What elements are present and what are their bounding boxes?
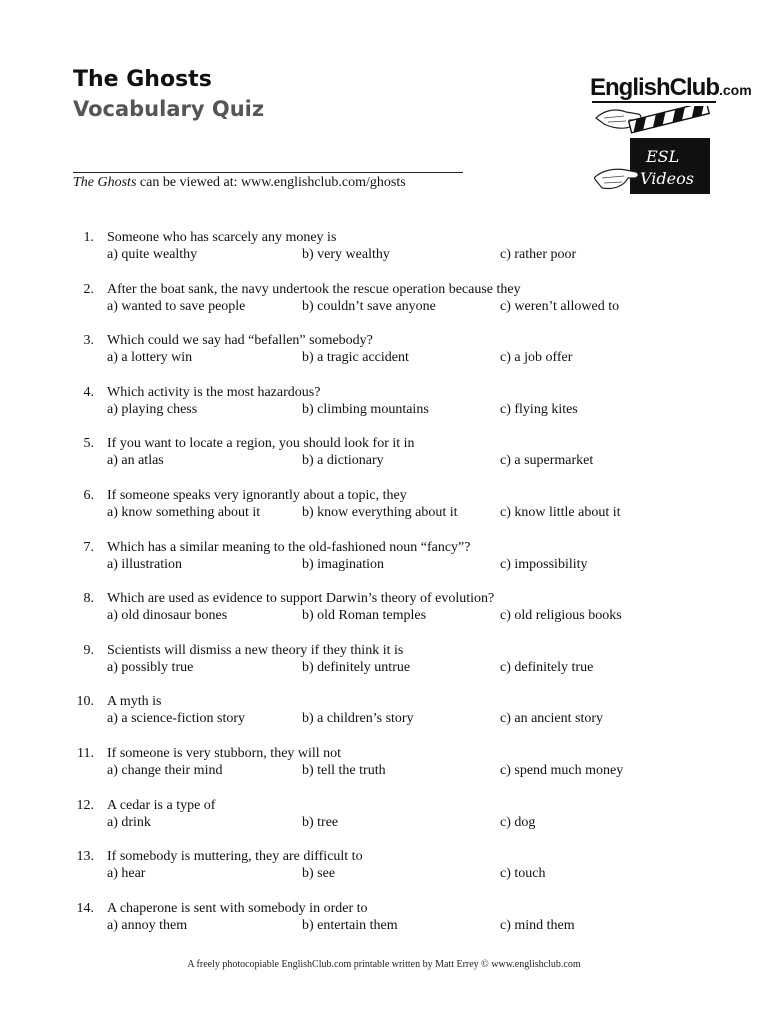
question-text: A cedar is a type of — [107, 797, 216, 813]
question-item — [0, 797, 768, 849]
option-a: a) change their mind — [107, 762, 223, 778]
question-item — [0, 229, 768, 281]
question-number: 6. — [83, 487, 94, 503]
question-item — [0, 539, 768, 591]
logo-domain: .com — [719, 82, 752, 98]
option-c: c) dog — [500, 814, 536, 830]
question-item — [0, 281, 768, 333]
option-c: c) impossibility — [500, 556, 588, 572]
logo-brand: EnglishClub — [590, 74, 719, 101]
option-b: b) a children’s story — [302, 711, 414, 727]
question-list — [0, 229, 768, 951]
option-b: b) very wealthy — [302, 247, 390, 262]
question-text: If someone speaks very ignorantly about a topic, they — [107, 487, 407, 503]
option-c: c) rather poor — [500, 247, 577, 262]
question-number: 4. — [83, 384, 94, 400]
option-a: a) drink — [107, 814, 151, 830]
header-rule — [73, 172, 463, 173]
question-text: A myth is — [107, 694, 162, 710]
option-a: a) wanted to save people — [107, 298, 246, 314]
option-c: c) spend much money — [500, 762, 624, 778]
question-number: 14. — [76, 900, 94, 916]
option-b: b) a tragic accident — [302, 350, 409, 366]
question-number: 2. — [83, 281, 94, 297]
clapper-text-esl: ESL — [646, 147, 680, 166]
option-a: a) playing chess — [107, 401, 198, 417]
option-c: c) flying kites — [500, 401, 578, 417]
option-a: a) an atlas — [107, 453, 164, 469]
logo-underline — [592, 101, 716, 103]
question-text: If somebody is muttering, they are difficult to — [107, 849, 363, 865]
question-number: 8. — [83, 591, 94, 607]
englishclub-logo — [590, 74, 752, 198]
option-b: b) see — [302, 866, 336, 882]
question-text: If you want to locate a region, you should look for it in — [107, 436, 415, 452]
video-title: The Ghosts — [73, 175, 137, 190]
question-number: 11. — [77, 745, 94, 761]
question-number: 10. — [76, 694, 94, 710]
option-b: b) entertain them — [302, 917, 398, 933]
question-number: 12. — [76, 797, 94, 813]
quiz-subtitle: Vocabulary Quiz — [73, 97, 265, 121]
question-item — [0, 900, 768, 952]
question-number: 9. — [83, 642, 94, 658]
question-text: Which are used as evidence to support Darwin’s theory of evolution? — [107, 591, 495, 607]
question-item — [0, 435, 768, 487]
option-a: a) old dinosaur bones — [107, 608, 228, 624]
option-a: a) a lottery win — [107, 350, 193, 366]
option-b: b) a dictionary — [302, 453, 384, 469]
option-c: c) definitely true — [500, 659, 594, 675]
question-text: Scientists will dismiss a new theory if they think it is — [107, 642, 404, 658]
logo-wordmark — [590, 74, 752, 102]
option-a: a) possibly true — [107, 659, 194, 675]
option-a: a) a science-fiction story — [107, 711, 245, 727]
quiz-title: The Ghosts — [73, 67, 212, 92]
option-a: a) annoy them — [107, 917, 188, 933]
question-text: If someone is very stubborn, they will not — [107, 745, 342, 761]
option-b: b) know everything about it — [302, 504, 458, 520]
option-c: c) a job offer — [500, 350, 573, 366]
option-c: c) an ancient story — [500, 711, 604, 727]
option-c: c) know little about it — [500, 504, 621, 520]
question-item — [0, 487, 768, 539]
question-text: Which activity is the most hazardous? — [107, 384, 321, 400]
question-text: Someone who has scarcely any money is — [107, 230, 337, 245]
option-a: a) quite wealthy — [107, 247, 198, 262]
question-number: 3. — [83, 333, 94, 349]
option-c: c) a supermarket — [500, 453, 594, 469]
option-b: b) tell the truth — [302, 762, 386, 778]
option-b: b) tree — [302, 814, 339, 830]
question-item — [0, 590, 768, 642]
question-item — [0, 745, 768, 797]
option-b: b) imagination — [302, 556, 385, 572]
question-item — [0, 693, 768, 745]
question-text: A chaperone is sent with somebody in order to — [107, 900, 368, 916]
option-b: b) old Roman temples — [302, 608, 427, 624]
clapperboard-icon — [594, 106, 716, 198]
option-c: c) old religious books — [500, 608, 622, 624]
question-number: 5. — [83, 436, 94, 452]
question-text: Which could we say had “befallen” somebody? — [107, 333, 373, 349]
viewing-url-text: can be viewed at: www.englishclub.com/ghosts — [136, 175, 406, 190]
viewing-note — [73, 175, 406, 191]
option-b: b) climbing mountains — [302, 401, 429, 417]
option-b: b) definitely untrue — [302, 659, 411, 675]
option-b: b) couldn’t save anyone — [302, 298, 436, 314]
option-a: a) hear — [107, 866, 146, 882]
clapper-text-videos: Videos — [640, 169, 694, 188]
option-c: c) mind them — [500, 917, 575, 933]
question-item — [0, 384, 768, 436]
question-item — [0, 642, 768, 694]
option-a: a) illustration — [107, 556, 183, 572]
question-item — [0, 332, 768, 384]
footer-credit: A freely photocopiable EnglishClub.com printable written by Matt Errey © www.englishclub.com — [187, 959, 581, 970]
option-a: a) know something about it — [107, 504, 261, 520]
question-number: 1. — [83, 230, 94, 245]
option-c: c) weren’t allowed to — [500, 298, 620, 314]
question-item — [0, 848, 768, 900]
question-number: 13. — [76, 849, 94, 865]
question-number: 7. — [83, 539, 94, 555]
option-c: c) touch — [500, 866, 546, 882]
question-text: After the boat sank, the navy undertook the rescue operation because they — [107, 281, 521, 297]
question-text: Which has a similar meaning to the old-fashioned noun “fancy”? — [107, 539, 471, 555]
